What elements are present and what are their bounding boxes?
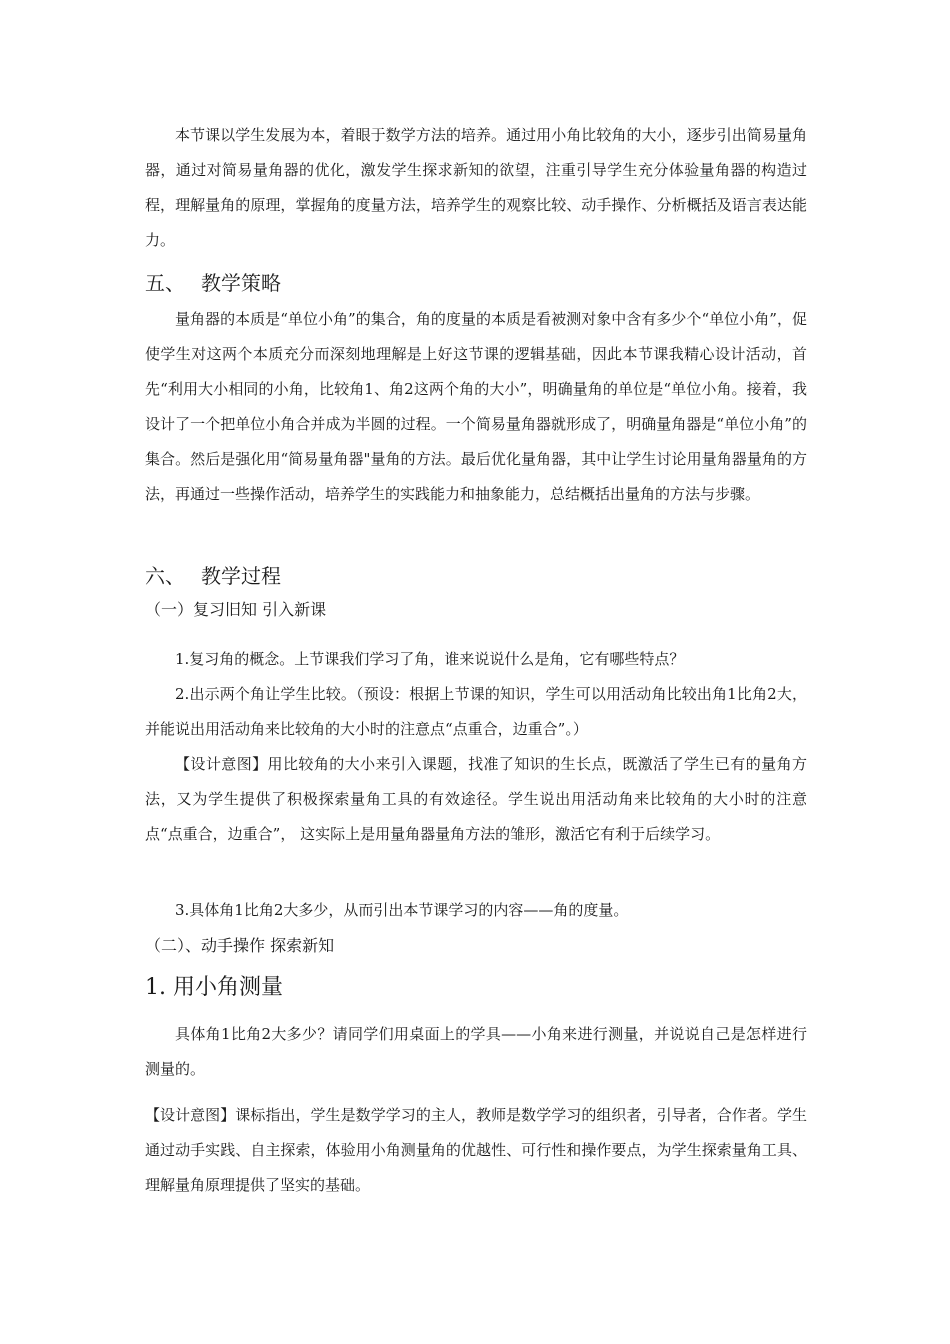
paragraph-intro: 本节课以学生发展为本，着眼于数学方法的培养。通过用小角比较角的大小，逐步引出简易量角器，通过对简易量角器的优化，激发学生探求新知的欲望，注重引导学生充分体验量角器的构造过程，理解量角的原理，掌握角的度量方法，培养学生的观察比较、动手操作、分析概括及语言表达能力。 bbox=[145, 126, 807, 249]
heading-text: 教学过程 bbox=[201, 564, 281, 588]
paragraph-design-intent-1: 【设计意图】用比较角的大小来引入课题，找准了知识的生长点，既激活了学生已有的量角方法，又为学生提供了积极探索量角工具的有效途径。学生说出用活动角来比较角的大小时的注意点“点重合，边重合”， 这实际上是用量角器量角方法的雏形，激活它有利于后续学习。 bbox=[145, 755, 807, 843]
paragraph-step2: 2.出示两个角让学生比较。（预设：根据上节课的知识，学生可以用活动角比较出角1比角2大，并能说出用活动角来比较角的大小时的注意点“点重合，边重合”。） bbox=[145, 685, 807, 738]
paragraph-step1: 1.复习角的概念。上节课我们学习了角，谁来说说什么是角，它有哪些特点？ bbox=[175, 650, 685, 668]
subheading-hands-on: （二）、动手操作 探索新知 bbox=[145, 936, 335, 955]
paragraph-measure: 具体角1比角2大多少？请同学们用桌面上的学具——小角来进行测量，并说说自己是怎样进行测量的。 bbox=[145, 1025, 807, 1078]
subheading-measure-with-small-angle: 1. 用小角测量 bbox=[145, 975, 283, 1000]
paragraph-design-intent-2: 【设计意图】课标指出，学生是数学学习的主人，教师是数学学习的组织者，引导者，合作者。学生通过动手实践、自主探索，体验用小角测量角的优越性、可行性和操作要点，为学生探索量角工具、理解量角原理提供了坚实的基础。 bbox=[145, 1106, 807, 1194]
paragraph-strategy: 量角器的本质是“单位小角”的集合，角的度量的本质是看被测对象中含有多少个“单位小角”，促使学生对这两个本质充分而深刻地理解是上好这节课的逻辑基础，因此本节课我精心设计活动，首先“利用大小相同的小角，比较角1、角2这两个角的大小”，明确量角的单位是“单位小角。接着，我设计了一个把单位小角合并成为半圆的过程。一个简易量角器就形成了，明确量角器是“单位小角”的集合。然后是强化用“简易量角器"量角的方法。最后优化量角器，其中让学生讨论用量角器量角的方法，再通过一些操作活动，培养学生的实践能力和抽象能力，总结概括出量角的方法与步骤。 bbox=[145, 310, 807, 503]
heading-number: 五、 bbox=[145, 271, 185, 295]
heading-number: 六、 bbox=[145, 564, 185, 588]
heading-text: 教学策略 bbox=[201, 271, 281, 295]
heading-teaching-process bbox=[145, 561, 807, 591]
heading-teaching-strategy bbox=[145, 268, 807, 298]
subheading-review: （一）复习旧知 引入新课 bbox=[145, 600, 327, 619]
paragraph-step3: 3.具体角1比角2大多少，从而引出本节课学习的内容——角的度量。 bbox=[175, 901, 629, 919]
